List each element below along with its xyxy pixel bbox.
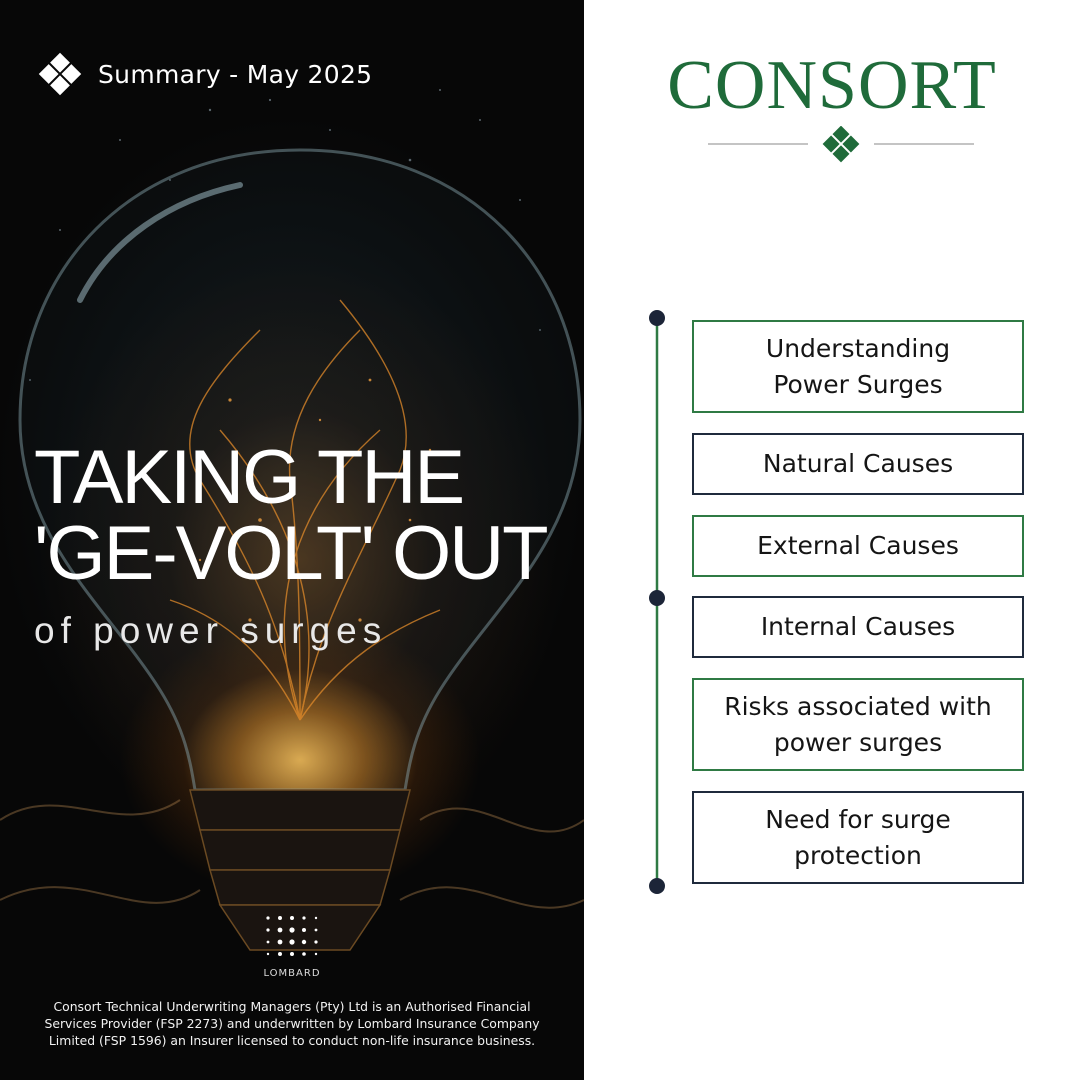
diamond-emblem-icon — [823, 126, 860, 162]
topic-internal-causes: Internal Causes — [692, 596, 1024, 658]
timeline — [648, 308, 668, 898]
topic-understanding-power-surges: Understanding Power Surges — [692, 320, 1024, 413]
timeline-dot-middle — [649, 590, 665, 606]
lombard-dots-icon — [262, 912, 322, 960]
lombard-name: LOMBARD — [263, 968, 321, 979]
topic-risks: Risks associated with power surges — [692, 678, 1024, 771]
summary-header — [38, 52, 372, 96]
summary-date: Summary - May 2025 — [98, 59, 373, 89]
topic-surge-protection: Need for surge protection — [692, 791, 1024, 884]
timeline-dot-bottom — [649, 878, 665, 894]
hero-subtitle: of power surges — [34, 610, 388, 651]
topic-natural-causes: Natural Causes — [692, 433, 1024, 495]
hero-title-line-2: 'GE-VOLT' OUT — [34, 511, 547, 596]
hero-title — [34, 435, 574, 596]
disclaimer-text: Consort Technical Underwriting Managers (Pty) Ltd is an Authorised Financial Services Provider (FSP 2273) and underwritten by Lombard Insurance Company Limited (FSP 1596) an Insurer licensed to conduct non-life insurance business. — [44, 999, 540, 1048]
diamond-logo-icon — [38, 52, 82, 96]
timeline-dot-top — [649, 310, 665, 326]
contents-panel — [584, 0, 1080, 1080]
brand-divider — [708, 126, 976, 164]
hero-title-line-1: TAKING THE — [34, 435, 464, 520]
topic-external-causes: External Causes — [692, 515, 1024, 577]
consort-wordmark: CONSORT — [667, 47, 997, 124]
lombard-logo — [250, 912, 334, 979]
